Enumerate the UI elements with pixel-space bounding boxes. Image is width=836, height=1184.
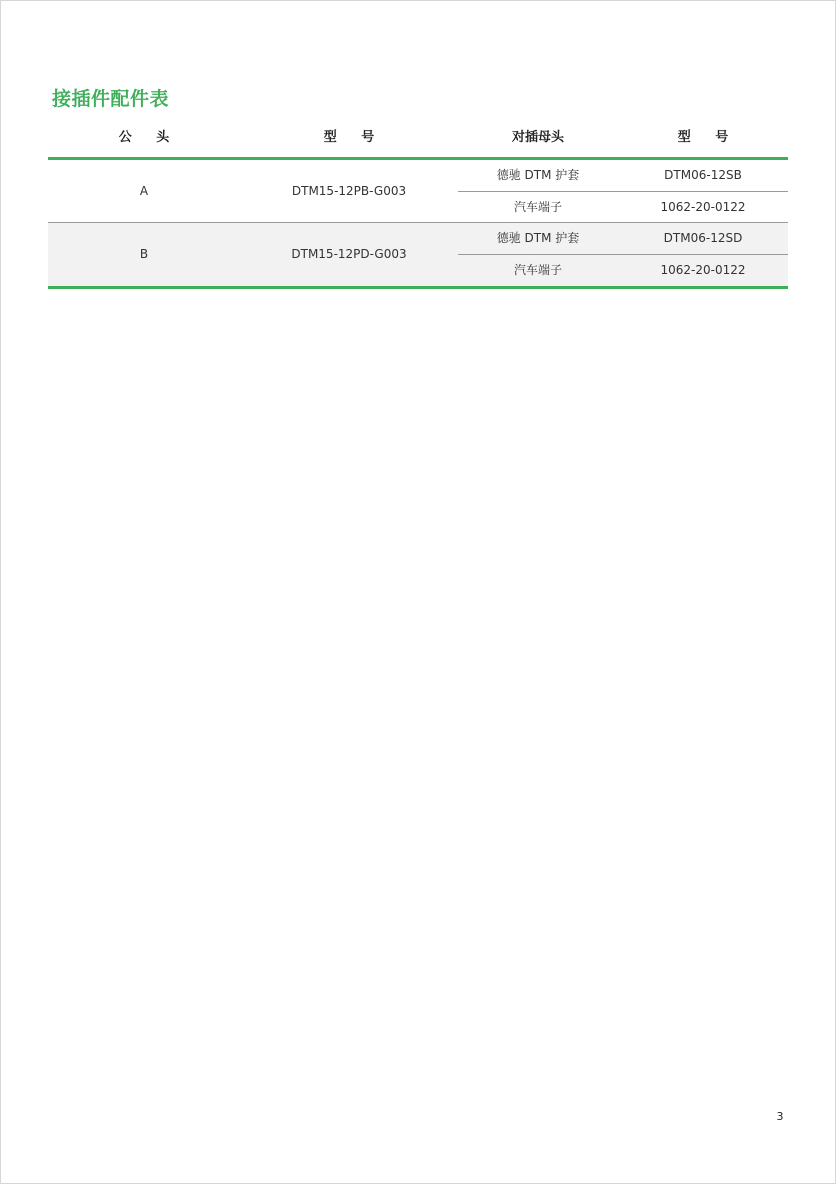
page-number: 3: [776, 1110, 784, 1123]
female-model-cell: 1062-20-0122: [660, 200, 746, 214]
male-model-cell: DTM15-12PB-G003: [291, 184, 407, 198]
female-part-cell: 德驰 DTM 护套: [496, 168, 580, 182]
footer-rule: [48, 286, 788, 289]
table-row-group-a: [48, 160, 788, 223]
female-model-cell: 1062-20-0122: [660, 263, 746, 277]
female-part-cell: 德驰 DTM 护套: [496, 231, 580, 245]
male-cell: A: [139, 184, 149, 198]
female-model-cell: DTM06-12SD: [663, 231, 743, 245]
female-model-cell: DTM06-12SB: [664, 168, 742, 182]
female-part-cell: 汽车端子: [513, 200, 562, 214]
header-male-model: 型 号: [323, 130, 385, 145]
page-title: 接插件配件表: [52, 88, 170, 110]
table-row-group-b: [48, 223, 788, 286]
header-male: 公 头: [118, 130, 180, 145]
male-cell: B: [139, 247, 149, 261]
header-female-model: 型 号: [677, 130, 739, 145]
header-female: 对插母头: [511, 130, 564, 145]
male-model-cell: DTM15-12PD-G003: [291, 247, 407, 261]
female-part-cell: 汽车端子: [513, 263, 562, 277]
table-header: [48, 124, 788, 157]
